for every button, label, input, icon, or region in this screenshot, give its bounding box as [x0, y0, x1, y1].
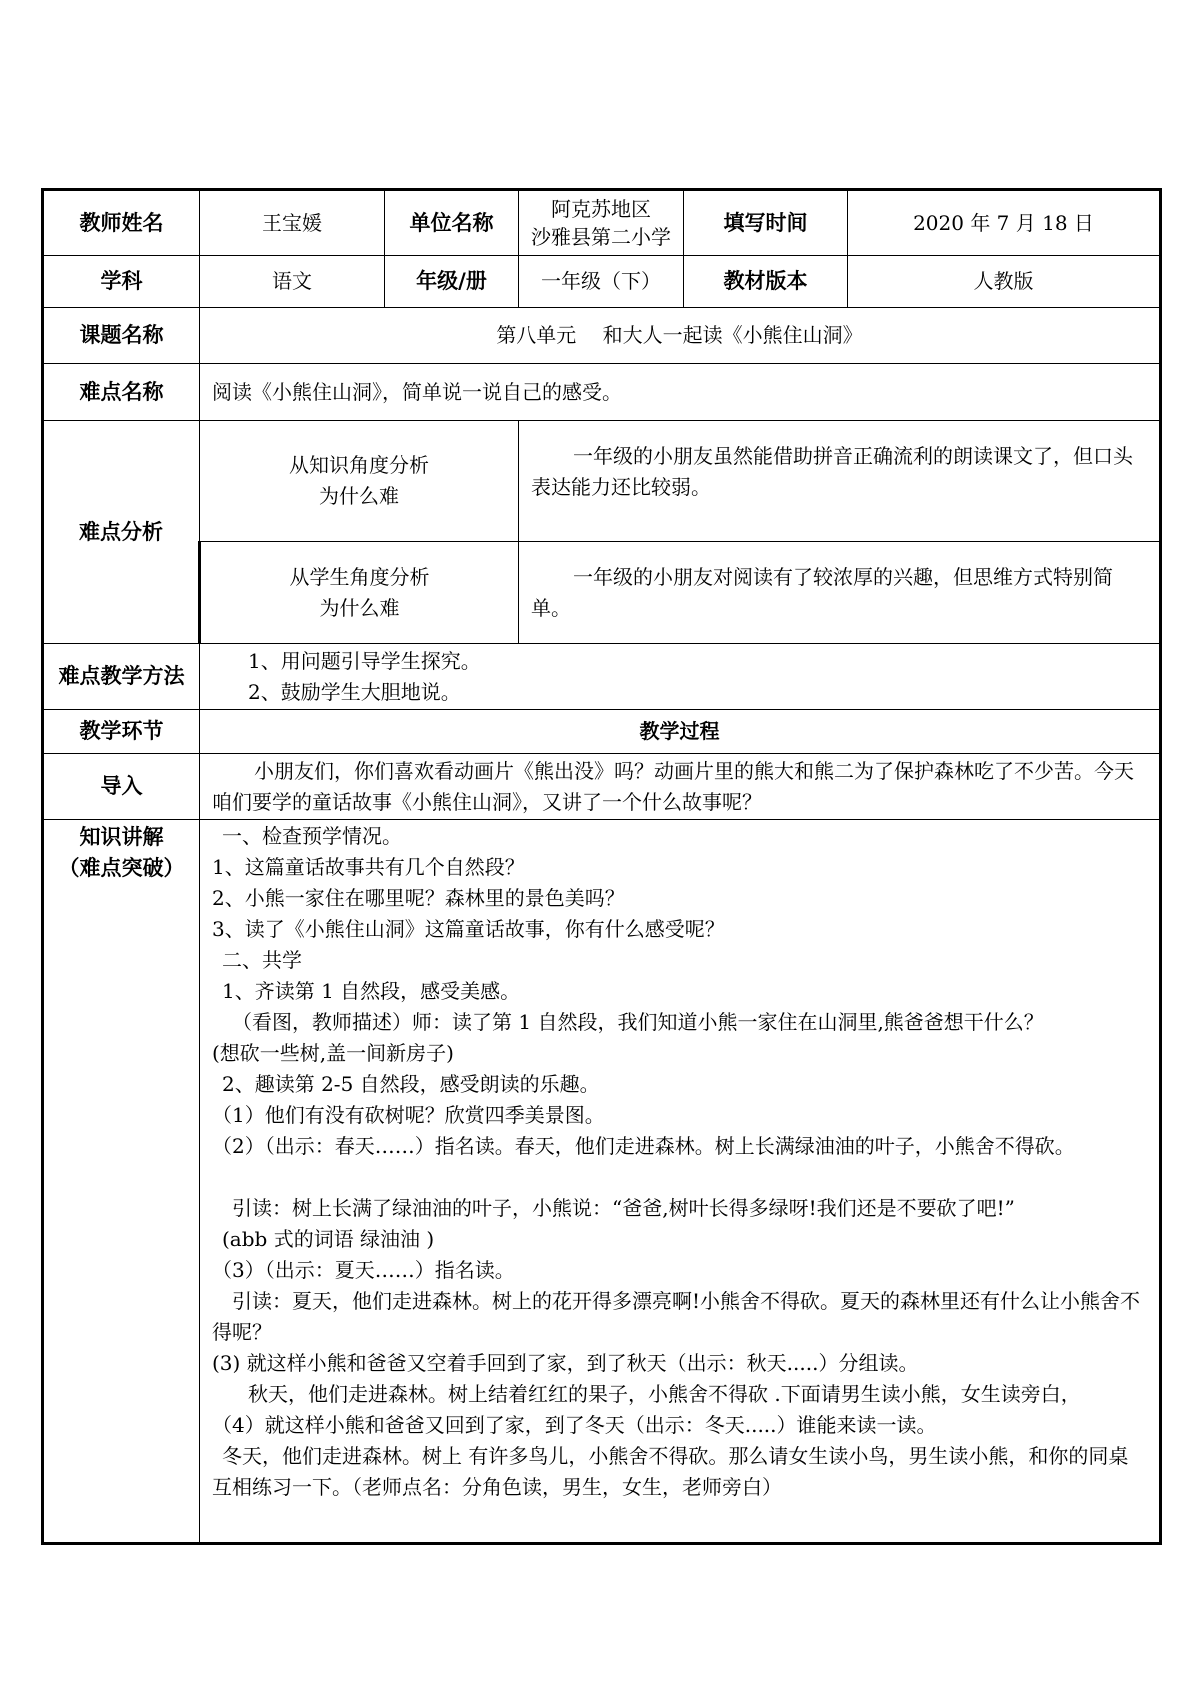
knowledge-angle-label	[200, 421, 519, 542]
knowledge-line: （2）（出示：春天……）指名读。春天，他们走进森林。树上长满绿油油的叶子，小熊舍不得砍。	[212, 1134, 1075, 1158]
knowledge-line: 冬天，他们走进森林。树上 有许多鸟儿，小熊舍不得砍。那么请女生读小鸟，男生读小熊，和你的同桌互相练习一下。（老师点名：分角色读，男生，女生，老师旁白）	[212, 1444, 1129, 1499]
methods-label: 难点教学方法	[43, 644, 200, 710]
student-angle-text: 一年级的小朋友对阅读有了较浓厚的兴趣，但思维方式特别简单。	[519, 542, 1161, 644]
knowledge-line: 二、共学	[222, 948, 302, 972]
knowledge-line: 引读：夏天，他们走进森林。树上的花开得多漂亮啊!小熊舍不得砍。夏天的森林里还有什么让小熊舍不得呢？	[212, 1289, 1141, 1344]
fill-date-label: 填写时间	[684, 190, 848, 256]
row-analysis-knowledge	[43, 421, 1161, 542]
row-methods	[43, 644, 1161, 710]
grade-value: 一年级（下）	[519, 256, 684, 308]
knowledge-line: (abb 式的词语 绿油油 )	[222, 1227, 435, 1251]
teacher-name-label: 教师姓名	[43, 190, 200, 256]
row-knowledge	[43, 820, 1161, 1544]
row-analysis-student	[43, 542, 1161, 644]
fill-date-value: 2020 年 7 月 18 日	[848, 190, 1161, 256]
student-angle-label	[200, 542, 519, 644]
unit-name-value	[519, 190, 684, 256]
row-topic	[43, 308, 1161, 364]
knowledge-line: （看图，教师描述）师：读了第 1 自然段，我们知道小熊一家住在山洞里,熊爸爸想干什么？	[232, 1010, 1044, 1034]
knowledge-line: 2、趣读第 2-5 自然段，感受朗读的乐趣。	[222, 1072, 600, 1096]
difficulty-label: 难点名称	[43, 364, 200, 421]
knowledge-line: 3、读了《小熊住山洞》这篇童话故事，你有什么感受呢？	[212, 917, 725, 941]
knowledge-label	[43, 820, 200, 1544]
methods-text	[200, 644, 1161, 710]
knowledge-line: 引读：树上长满了绿油油的叶子，小熊说：“爸爸,树叶长得多绿呀!我们还是不要砍了吧!”	[232, 1196, 1015, 1220]
subject-label: 学科	[43, 256, 200, 308]
edition-label: 教材版本	[684, 256, 848, 308]
row-intro	[43, 754, 1161, 820]
knowledge-label-line1: 知识讲解	[79, 825, 164, 849]
edition-value: 人教版	[848, 256, 1161, 308]
subject-value: 语文	[200, 256, 385, 308]
row-difficulty	[43, 364, 1161, 421]
process-label: 教学过程	[200, 710, 1161, 754]
row-teacher-info	[43, 190, 1161, 256]
knowledge-angle-line1: 从知识角度分析	[289, 453, 429, 477]
intro-text: 小朋友们，你们喜欢看动画片《熊出没》吗？动画片里的熊大和熊二为了保护森林吃了不少苦。今天咱们要学的童话故事《小熊住山洞》，又讲了一个什么故事呢？	[200, 754, 1161, 820]
row-process-header	[43, 710, 1161, 754]
knowledge-label-line2: （难点突破）	[58, 856, 185, 880]
teacher-name-value: 王宝媛	[200, 190, 385, 256]
knowledge-line: (3) 就这样小熊和爸爸又空着手回到了家，到了秋天（出示：秋天.....）分组读。	[212, 1351, 919, 1375]
knowledge-line: (想砍一些树,盖一间新房子)	[212, 1041, 454, 1065]
unit-name-line2: 沙雅县第二小学	[531, 225, 671, 249]
knowledge-line: （3）（出示：夏天……）指名读。	[212, 1258, 515, 1282]
knowledge-line: 2、小熊一家住在哪里呢？森林里的景色美吗？	[212, 886, 625, 910]
topic-value: 第八单元 和大人一起读《小熊住山洞》	[200, 308, 1161, 364]
method-item-1: 1、用问题引导学生探究。	[248, 648, 481, 673]
unit-name-line1: 阿克苏地区	[551, 197, 651, 221]
student-angle-line1: 从学生角度分析	[289, 564, 430, 589]
knowledge-angle-line2: 为什么难	[319, 484, 399, 508]
knowledge-content	[200, 820, 1161, 1544]
lesson-plan-table	[41, 188, 1162, 1545]
difficulty-value: 阅读《小熊住山洞》，简单说一说自己的感受。	[200, 364, 1161, 421]
student-angle-line2: 为什么难	[319, 595, 400, 620]
knowledge-line: 秋天，他们走进森林。树上结着红红的果子，小熊舍不得砍 .下面请男生读小熊，女生读旁白，	[248, 1382, 1081, 1406]
topic-label: 课题名称	[43, 308, 200, 364]
knowledge-angle-text: 一年级的小朋友虽然能借助拼音正确流利的朗读课文了，但口头表达能力还比较弱。	[519, 421, 1161, 542]
stage-label: 教学环节	[43, 710, 200, 754]
grade-label: 年级/册	[385, 256, 519, 308]
knowledge-line: 1、齐读第 1 自然段，感受美感。	[222, 979, 521, 1003]
knowledge-blank-line	[212, 1162, 1147, 1193]
knowledge-line: （4）就这样小熊和爸爸又回到了家，到了冬天（出示：冬天.....）谁能来读一读。	[212, 1413, 937, 1437]
knowledge-line: 1、这篇童话故事共有几个自然段？	[212, 855, 525, 879]
knowledge-line: （1）他们有没有砍树呢？欣赏四季美景图。	[212, 1103, 605, 1127]
row-subject	[43, 256, 1161, 308]
analysis-label: 难点分析	[43, 421, 200, 644]
intro-label: 导入	[43, 754, 200, 820]
unit-name-label: 单位名称	[385, 190, 519, 256]
method-item-2: 2、鼓励学生大胆地说。	[248, 679, 461, 704]
knowledge-line: 一、检查预学情况。	[222, 824, 402, 848]
